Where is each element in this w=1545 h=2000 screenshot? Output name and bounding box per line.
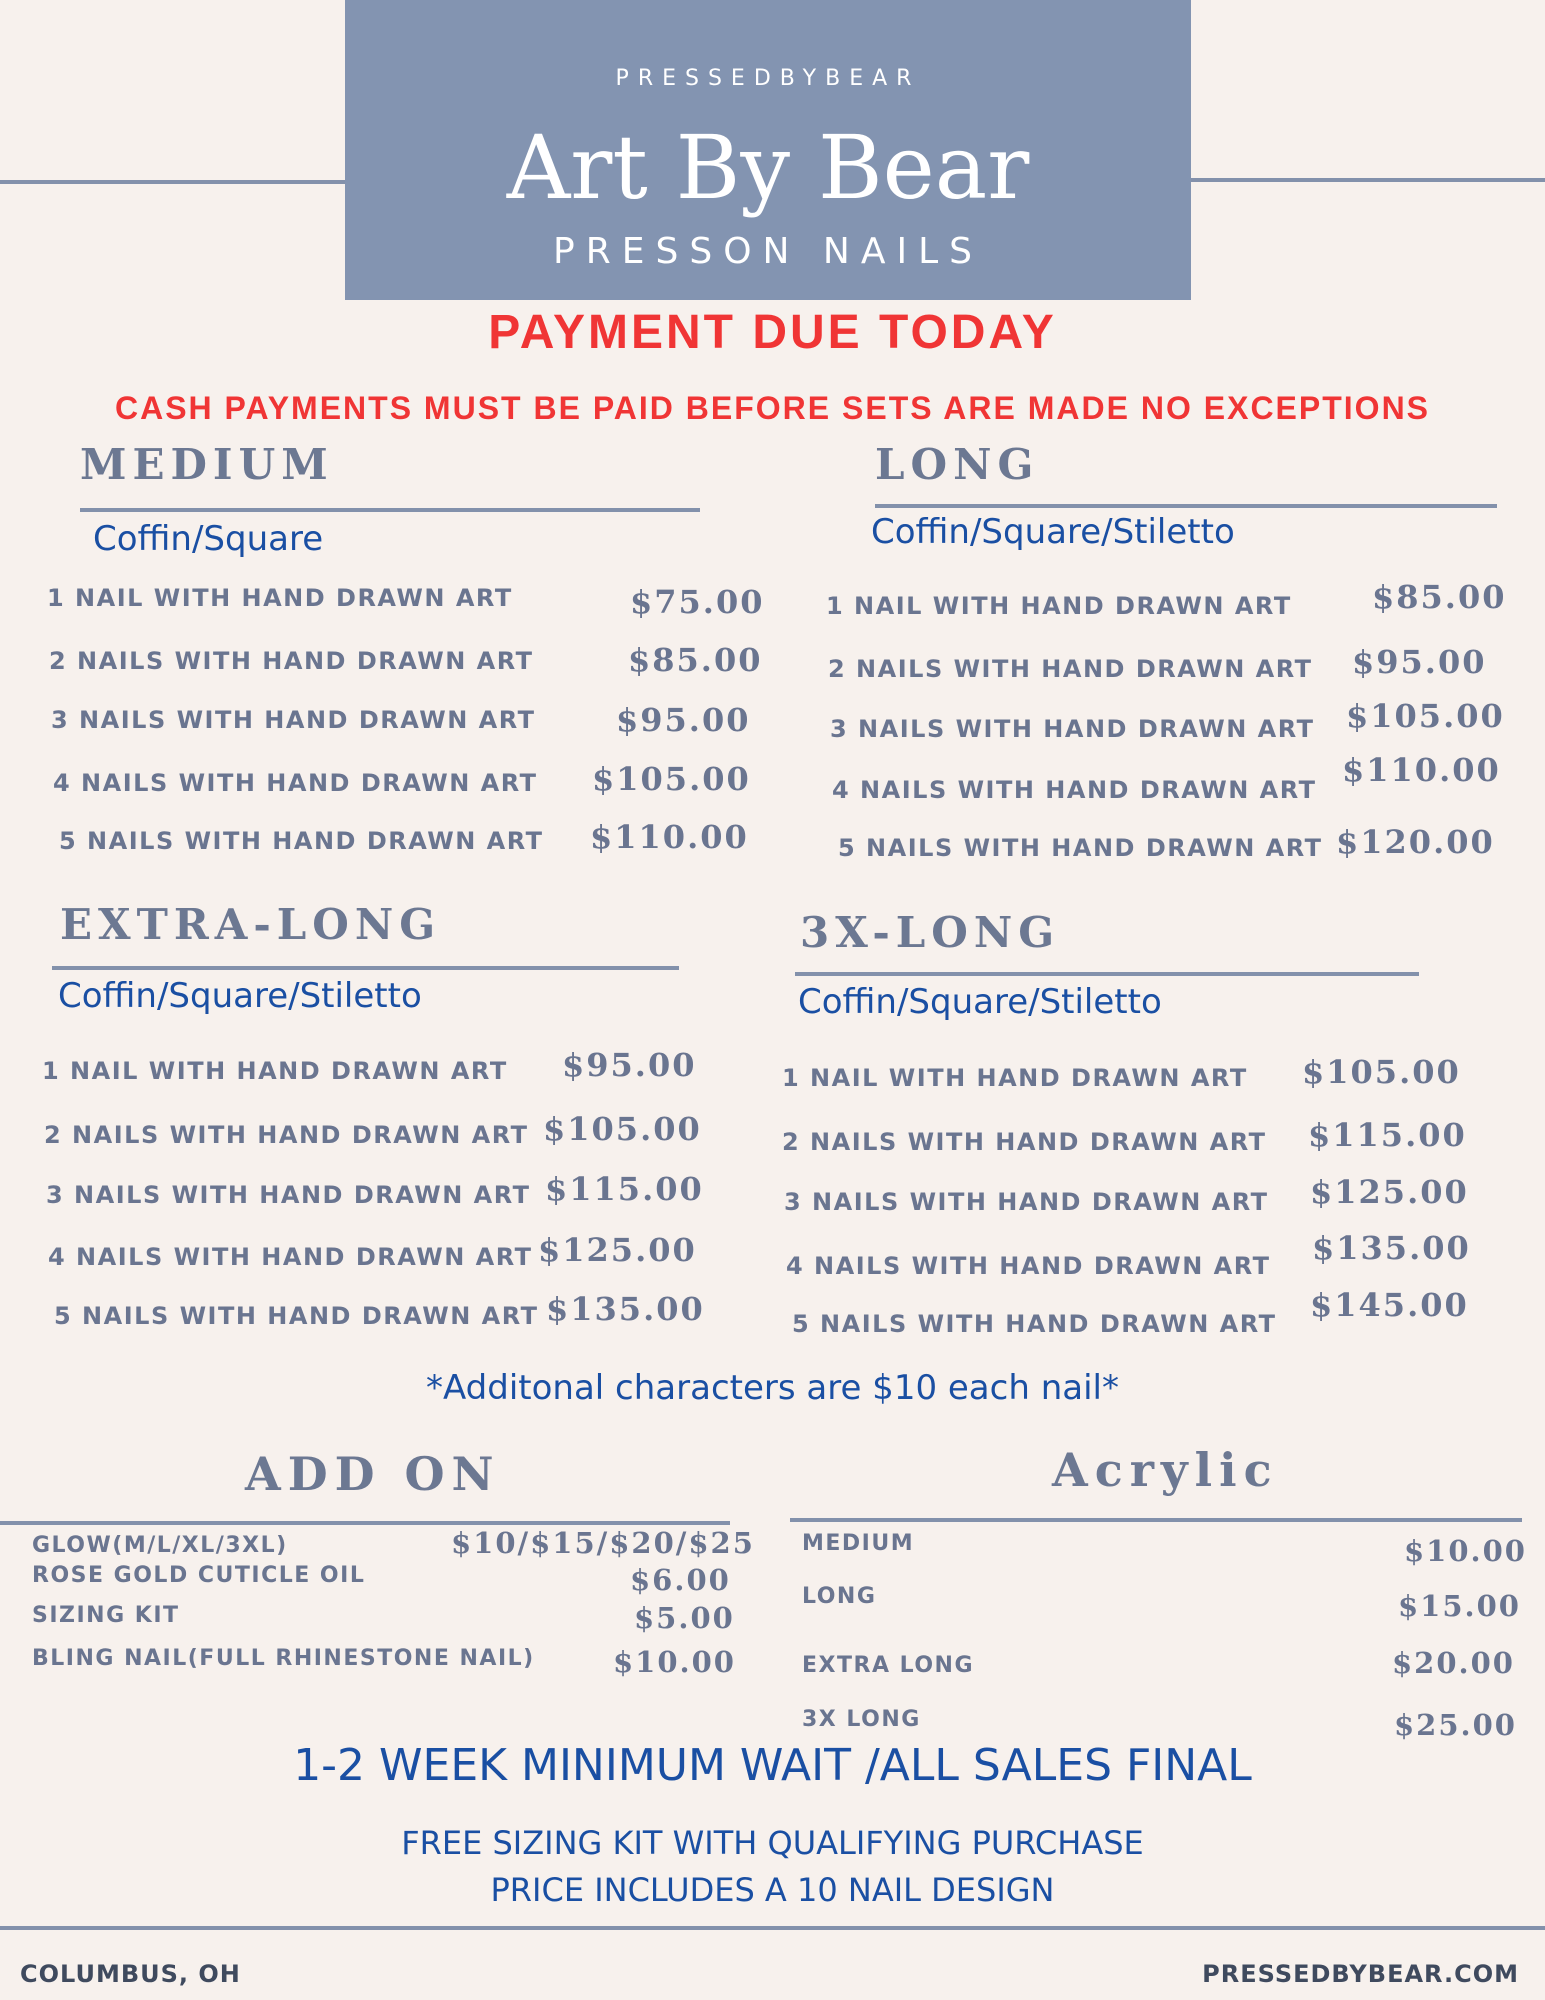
extra-long-item-price: $95.00 [562, 1046, 697, 1084]
extra-long-item-price: $105.00 [543, 1110, 702, 1148]
long-item-label: 5 NAILS WITH HAND DRAWN ART [838, 834, 1323, 862]
acrylic-title: Acrylic [1052, 1443, 1279, 1497]
wait-note: 1-2 WEEK MINIMUM WAIT /ALL SALES FINAL [293, 1740, 1252, 1791]
long-item-price: $85.00 [1372, 578, 1507, 616]
extra-long-item-price: $125.00 [538, 1231, 697, 1269]
add-on-item-label: SIZING KIT [32, 1603, 180, 1628]
medium-item-label: 2 NAILS WITH HAND DRAWN ART [49, 647, 534, 675]
acrylic-rule [790, 1518, 1522, 1522]
footer-rule [0, 1926, 1545, 1930]
extra-long-item-price: $115.00 [545, 1170, 704, 1208]
medium-subtitle: Coffin/Square [93, 519, 324, 559]
medium-item-label: 4 NAILS WITH HAND DRAWN ART [53, 769, 538, 797]
medium-item-label: 1 NAIL WITH HAND DRAWN ART [47, 584, 513, 612]
acrylic-item-price: $15.00 [1398, 1589, 1521, 1623]
3x-long-item-label: 5 NAILS WITH HAND DRAWN ART [792, 1310, 1277, 1338]
add-on-item-price: $10.00 [613, 1645, 736, 1679]
brand-subtitle: PRESSON NAILS [553, 231, 983, 272]
3x-long-rule [795, 972, 1419, 976]
3x-long-item-price: $135.00 [1312, 1229, 1471, 1267]
add-on-title: ADD ON [245, 1447, 501, 1501]
extra-long-subtitle: Coffin/Square/Stiletto [58, 976, 422, 1016]
header-line-right [1191, 178, 1545, 182]
cash-warning: CASH PAYMENTS MUST BE PAID BEFORE SETS ARE MADE NO EXCEPTIONS [114, 390, 1431, 426]
3x-long-item-price: $115.00 [1308, 1116, 1467, 1154]
medium-item-price: $75.00 [630, 583, 765, 621]
header-box [345, 0, 1191, 300]
long-rule [875, 504, 1497, 508]
brand-small: PRESSEDBYBEAR [615, 66, 921, 91]
ten-nail-note: PRICE INCLUDES A 10 NAIL DESIGN [490, 1871, 1055, 1909]
long-item-price: $120.00 [1336, 823, 1495, 861]
extra-long-item-price: $135.00 [546, 1290, 705, 1328]
extra-long-item-label: 3 NAILS WITH HAND DRAWN ART [46, 1181, 531, 1209]
3x-long-item-price: $105.00 [1302, 1053, 1461, 1091]
3x-long-item-label: 1 NAIL WITH HAND DRAWN ART [782, 1064, 1248, 1092]
add-on-item-price: $10/$15/$20/$25 [451, 1526, 755, 1560]
extra-long-title: EXTRA-LONG [60, 900, 442, 949]
add-on-item-price: $6.00 [630, 1563, 731, 1597]
brand-title: Art By Bear [506, 116, 1030, 219]
long-item-price: $105.00 [1346, 697, 1505, 735]
long-item-price: $110.00 [1342, 751, 1501, 789]
acrylic-item-label: EXTRA LONG [802, 1653, 975, 1678]
additional-characters-note: *Additonal characters are $10 each nail* [426, 1368, 1119, 1408]
acrylic-item-price: $20.00 [1392, 1646, 1515, 1680]
footer-website[interactable]: PRESSEDBYBEAR.COM [1202, 1960, 1519, 1988]
extra-long-rule [52, 966, 679, 970]
long-subtitle: Coffin/Square/Stiletto [871, 512, 1235, 552]
long-item-label: 2 NAILS WITH HAND DRAWN ART [828, 655, 1313, 683]
acrylic-item-label: 3X LONG [802, 1707, 921, 1732]
3x-long-subtitle: Coffin/Square/Stiletto [798, 982, 1162, 1022]
3x-long-item-price: $145.00 [1310, 1286, 1469, 1324]
extra-long-item-label: 5 NAILS WITH HAND DRAWN ART [54, 1302, 539, 1330]
add-on-item-label: GLOW(M/L/XL/3XL) [32, 1533, 288, 1558]
medium-item-label: 5 NAILS WITH HAND DRAWN ART [59, 827, 544, 855]
add-on-rule [0, 1521, 730, 1525]
free-kit-note: FREE SIZING KIT WITH QUALIFYING PURCHASE [401, 1824, 1144, 1862]
acrylic-item-price: $25.00 [1394, 1708, 1517, 1742]
extra-long-item-label: 4 NAILS WITH HAND DRAWN ART [48, 1243, 533, 1271]
medium-item-label: 3 NAILS WITH HAND DRAWN ART [51, 706, 536, 734]
medium-item-price: $105.00 [592, 760, 751, 798]
header-line-left [0, 180, 345, 184]
add-on-item-label: BLING NAIL(FULL RHINESTONE NAIL) [32, 1646, 535, 1671]
3x-long-item-label: 3 NAILS WITH HAND DRAWN ART [784, 1188, 1269, 1216]
footer-location: COLUMBUS, OH [20, 1960, 241, 1988]
extra-long-item-label: 1 NAIL WITH HAND DRAWN ART [42, 1057, 508, 1085]
acrylic-item-label: MEDIUM [802, 1531, 915, 1556]
3x-long-item-label: 2 NAILS WITH HAND DRAWN ART [782, 1128, 1267, 1156]
long-item-label: 3 NAILS WITH HAND DRAWN ART [830, 715, 1315, 743]
payment-due-heading: PAYMENT DUE TODAY [488, 306, 1057, 359]
long-item-label: 4 NAILS WITH HAND DRAWN ART [832, 776, 1317, 804]
medium-item-price: $95.00 [616, 701, 751, 739]
extra-long-item-label: 2 NAILS WITH HAND DRAWN ART [44, 1121, 529, 1149]
medium-item-price: $85.00 [628, 641, 763, 679]
acrylic-item-price: $10.00 [1404, 1534, 1527, 1568]
long-item-price: $95.00 [1352, 643, 1487, 681]
add-on-item-label: ROSE GOLD CUTICLE OIL [32, 1563, 366, 1588]
medium-item-price: $110.00 [590, 818, 749, 856]
long-title: LONG [875, 440, 1040, 489]
acrylic-item-label: LONG [802, 1584, 877, 1609]
3x-long-item-price: $125.00 [1310, 1173, 1469, 1211]
long-item-label: 1 NAIL WITH HAND DRAWN ART [826, 592, 1292, 620]
add-on-item-price: $5.00 [634, 1601, 735, 1635]
3x-long-item-label: 4 NAILS WITH HAND DRAWN ART [786, 1252, 1271, 1280]
medium-rule [80, 508, 700, 512]
medium-title: MEDIUM [80, 440, 334, 489]
3x-long-title: 3X-LONG [800, 908, 1061, 957]
